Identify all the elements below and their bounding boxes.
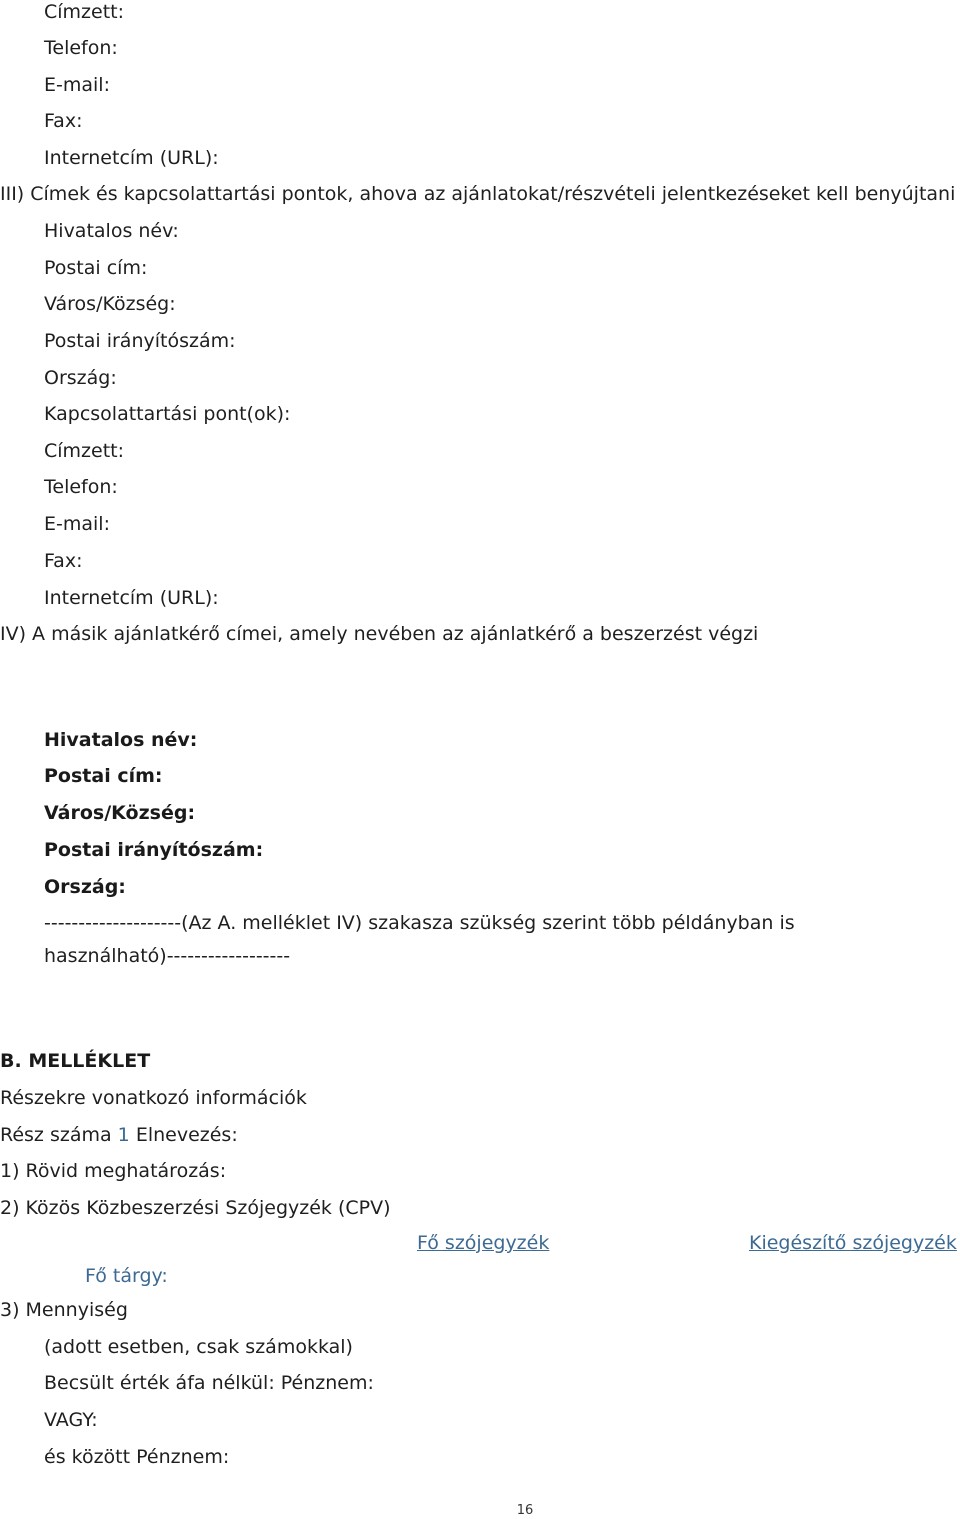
official-name-label: Hivatalos név: xyxy=(44,729,198,751)
city-label: Város/Község: xyxy=(44,293,176,315)
fax-label: Fax: xyxy=(44,550,83,572)
estimated-value-label: Becsült érték áfa nélkül: Pénznem: xyxy=(44,1372,374,1394)
part-number-label: Rész száma xyxy=(0,1124,112,1146)
main-vocabulary-link[interactable]: Fő szójegyzék xyxy=(417,1232,550,1254)
quantity-heading: 3) Mennyiség xyxy=(0,1299,128,1321)
contact-points-label: Kapcsolattartási pont(ok): xyxy=(44,403,291,425)
postal-code-label: Postai irányítószám: xyxy=(44,839,264,861)
annex-note-line-1: --------------------(Az A. melléklet IV) szakasza szükség szerint több példányban is xyxy=(44,912,795,934)
main-object-label: Fő tárgy: xyxy=(85,1265,168,1287)
section-iv-heading: IV) A másik ajánlatkérő címei, amely nevében az ajánlatkérő a beszerzést végzi xyxy=(0,623,759,645)
section-iii-heading: III) Címek és kapcsolattartási pontok, ahova az ajánlatokat/részvételi jelentkezéseket kell benyújtani xyxy=(0,183,956,205)
numbers-only-note: (adott esetben, csak számokkal) xyxy=(44,1336,353,1358)
part-number-value: 1 xyxy=(117,1124,130,1146)
fax-label: Fax: xyxy=(44,110,83,132)
recipient-label: Címzett: xyxy=(44,1,125,23)
phone-label: Telefon: xyxy=(44,37,118,59)
cpv-heading: 2) Közös Közbeszerzési Szójegyzék (CPV) xyxy=(0,1197,391,1219)
annex-b-title: B. MELLÉKLET xyxy=(0,1050,151,1072)
short-description-label: 1) Rövid meghatározás: xyxy=(0,1160,227,1182)
postal-code-label: Postai irányítószám: xyxy=(44,330,236,352)
annex-b-subtitle: Részekre vonatkozó információk xyxy=(0,1087,307,1109)
country-label: Ország: xyxy=(44,367,117,389)
url-label: Internetcím (URL): xyxy=(44,587,219,609)
recipient-label: Címzett: xyxy=(44,440,125,462)
annex-note-line-2: használható)------------------ xyxy=(44,945,291,967)
phone-label: Telefon: xyxy=(44,476,118,498)
value-range-label: és között Pénznem: xyxy=(44,1446,230,1468)
email-label: E-mail: xyxy=(44,74,110,96)
supplementary-vocabulary-link[interactable]: Kiegészítő szójegyzék xyxy=(749,1232,957,1254)
country-label: Ország: xyxy=(44,876,126,898)
page-number: 16 xyxy=(516,1503,534,1518)
part-number-line xyxy=(0,1123,238,1147)
email-label: E-mail: xyxy=(44,513,110,535)
postal-address-label: Postai cím: xyxy=(44,765,163,787)
part-name-label: Elnevezés: xyxy=(135,1124,238,1146)
city-label: Város/Község: xyxy=(44,802,196,824)
or-label: VAGY: xyxy=(44,1409,98,1431)
url-label: Internetcím (URL): xyxy=(44,147,219,169)
official-name-label: Hivatalos név: xyxy=(44,220,179,242)
postal-address-label: Postai cím: xyxy=(44,257,148,279)
